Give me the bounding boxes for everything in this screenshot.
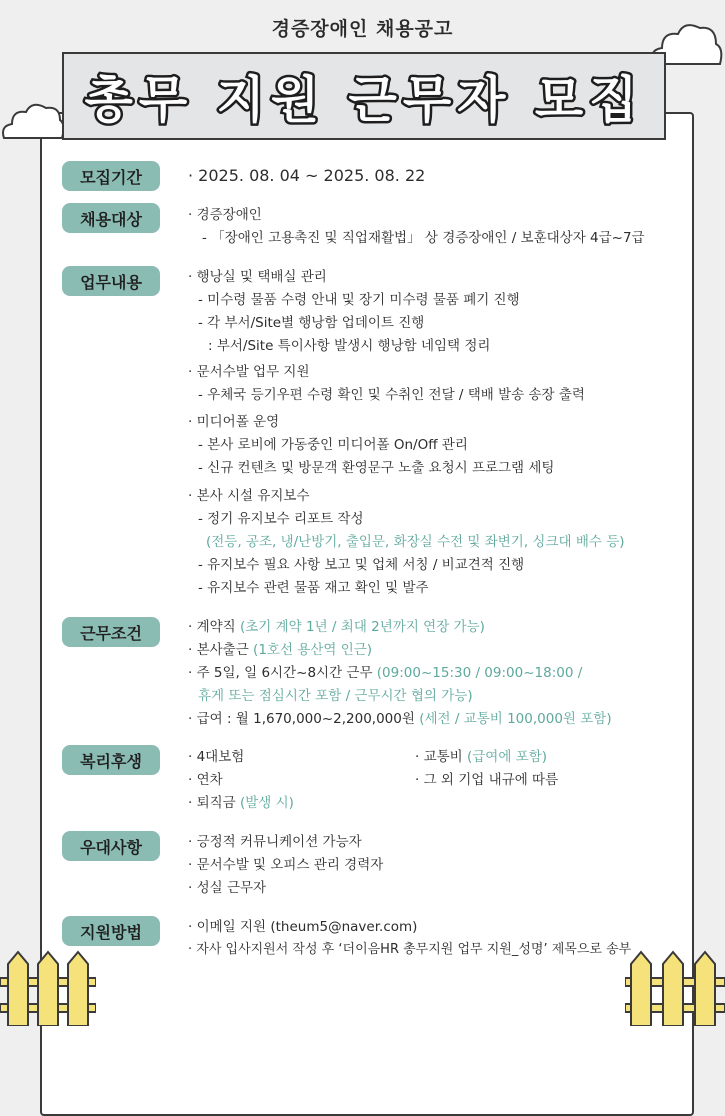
label-apply: 지원방법 <box>62 916 160 946</box>
label-conditions: 근무조건 <box>62 617 160 647</box>
label-preferred: 우대사항 <box>62 831 160 861</box>
page-title: 총무 지원 근무자 모집 <box>84 71 644 129</box>
duty-line: · 미디어폴 운영 <box>188 414 280 430</box>
condition-note: (초기 계약 1년 / 최대 2년까지 연장 가능) <box>240 619 485 635</box>
preferred-item: · 성실 근무자 <box>188 880 267 896</box>
preferred-item: · 긍정적 커뮤니케이션 가능자 <box>188 834 362 850</box>
condition-line <box>188 661 582 681</box>
benefit-text: · 퇴직금 <box>188 795 240 811</box>
benefit-item <box>188 791 294 811</box>
condition-line <box>188 638 372 658</box>
benefit-item: · 그 외 기업 내규에 따름 <box>415 772 559 788</box>
label-duties: 업무내용 <box>62 266 160 296</box>
duty-line-note: (전등, 공조, 냉/난방기, 출입문, 화장실 수전 및 좌변기, 싱크대 배수 등) <box>206 534 625 550</box>
condition-text: · 본사출근 <box>188 642 254 658</box>
benefit-item <box>415 745 547 765</box>
benefit-text: · 교통비 <box>415 749 467 765</box>
condition-line <box>188 707 612 727</box>
fence-left-icon <box>0 948 96 1026</box>
condition-note: (09:00~15:30 / 09:00~18:00 / <box>376 665 583 681</box>
fence-right-icon <box>625 948 725 1026</box>
condition-text: · 계약직 <box>188 619 240 635</box>
duty-line: - 우체국 등기우편 수령 확인 및 수취인 전달 / 택배 발송 송장 출력 <box>198 387 585 403</box>
benefit-item: · 연차 <box>188 772 223 788</box>
duty-line: - 미수령 물품 수령 안내 및 장기 미수령 물품 폐기 진행 <box>198 292 520 308</box>
condition-line <box>188 615 485 635</box>
benefit-note: (발생 시) <box>240 795 294 811</box>
poster-card <box>40 112 694 1116</box>
duty-line: : 부서/Site 특이사항 발생시 행낭함 네임택 정리 <box>208 338 491 354</box>
preferred-item: · 문서수발 및 오피스 관리 경력자 <box>188 857 384 873</box>
label-target: 채용대상 <box>62 203 160 233</box>
duty-line: - 신규 컨텐츠 및 방문객 환영문구 노출 요청시 프로그램 세팅 <box>198 460 555 476</box>
notice-subtitle: 경증장애인 채용공고 <box>271 18 454 40</box>
label-benefits: 복리후생 <box>62 745 160 775</box>
benefit-note: (급여에 포함) <box>467 749 548 765</box>
duty-line: · 문서수발 업무 지원 <box>188 364 310 380</box>
duty-line: - 유지보수 필요 사항 보고 및 업체 서칭 / 비교견적 진행 <box>198 557 525 573</box>
duty-line: · 본사 시설 유지보수 <box>188 488 310 504</box>
duty-line: - 본사 로비에 가동중인 미디어폴 On/Off 관리 <box>198 437 468 453</box>
condition-note: 휴게 또는 점심시간 포함 / 근무시간 협의 가능) <box>198 688 473 704</box>
duty-line: - 유지보수 관련 물품 재고 확인 및 발주 <box>198 580 429 596</box>
benefit-item: · 4대보험 <box>188 749 245 765</box>
condition-text: · 주 5일, 일 6시간~8시간 근무 <box>188 665 377 681</box>
cloud-left-icon <box>0 98 66 142</box>
apply-instruction: · 자사 입사지원서 작성 후 ‘더이음HR 총무지원 업무 지원_성명’ 제목으로 송부 <box>188 942 632 957</box>
condition-note: (1호선 용산역 인근) <box>253 642 373 658</box>
period-dates: · 2025. 08. 04 ~ 2025. 08. 22 <box>188 166 426 185</box>
duty-line: - 각 부서/Site별 행낭함 업데이트 진행 <box>198 315 425 331</box>
condition-note: (세전 / 교통비 100,000원 포함) <box>419 711 612 727</box>
duty-line: · 행낭실 및 택배실 관리 <box>188 269 327 285</box>
duty-line: - 정기 유지보수 리포트 작성 <box>198 511 364 527</box>
condition-text: · 급여 : 월 1,670,000~2,200,000원 <box>188 711 420 727</box>
title-banner <box>62 52 666 140</box>
apply-email: · 이메일 지원 (theum5@naver.com) <box>188 919 418 935</box>
label-period: 모집기간 <box>62 161 160 191</box>
target-line-1: · 경증장애인 <box>188 207 262 223</box>
target-line-2: - 「장애인 고용촉진 및 직업재활법」 상 경증장애인 / 보훈대상자 4급~7급 <box>202 230 645 246</box>
